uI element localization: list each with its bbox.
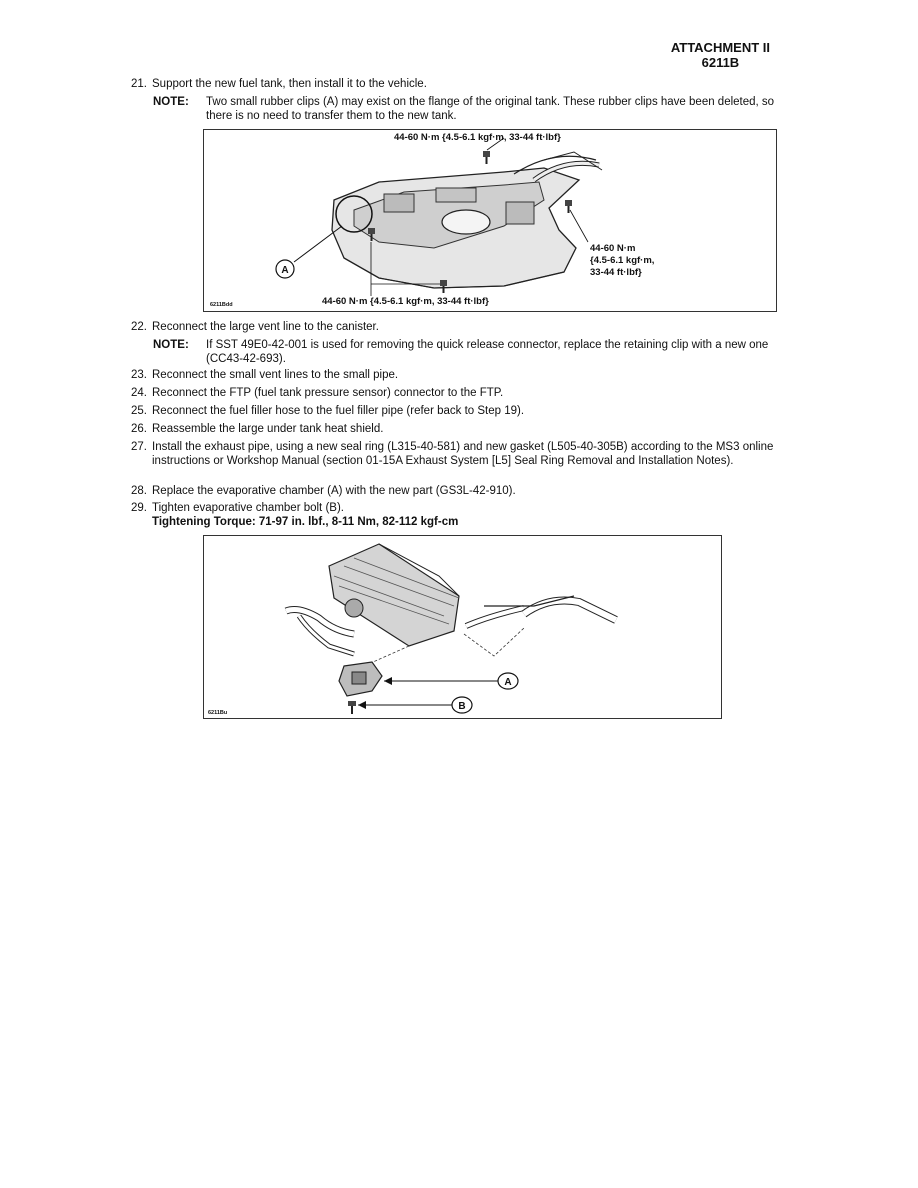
- tank-recess: [506, 202, 534, 224]
- step-text: Reconnect the large vent line to the canister.: [152, 321, 379, 333]
- torque-label-right-2: {4.5-6.1 kgf·m,: [590, 255, 655, 266]
- step-text: Reassemble the large under tank heat shield.: [152, 423, 384, 435]
- callout-a-label: A: [504, 677, 512, 688]
- document-header: [671, 40, 770, 70]
- step-21: [131, 78, 791, 92]
- fuel-pump-opening: [442, 210, 490, 234]
- step-25: [131, 405, 791, 419]
- step-number: 27.: [131, 441, 147, 453]
- step-number: 25.: [131, 405, 147, 417]
- evaporative-chamber-diagram: [204, 536, 721, 718]
- step-26: [131, 423, 791, 437]
- tank-recess: [384, 194, 414, 212]
- step-number: 29.: [131, 502, 147, 514]
- torque-label-right-1: 44-60 N·m: [590, 243, 636, 254]
- step-text: Tighten evaporative chamber bolt (B).: [152, 502, 344, 514]
- step-number: 21.: [131, 78, 147, 90]
- bolt-icon: [348, 701, 356, 714]
- canister-port: [345, 599, 363, 617]
- step-29: [131, 502, 791, 529]
- note-21: [153, 96, 793, 123]
- chamber-connector: [352, 672, 366, 684]
- document-number: 6211B: [701, 55, 740, 70]
- torque-label-right-3: 33-44 ft·lbf}: [590, 267, 642, 278]
- step-number: 26.: [131, 423, 147, 435]
- step-text: Replace the evaporative chamber (A) with the new part (GS3L-42-910).: [152, 485, 516, 497]
- note-text: Two small rubber clips (A) may exist on the flange of the original tank. These rubber clips have been deleted, so there is no need to transfer them to the new tank.: [206, 96, 775, 122]
- tightening-torque: Tightening Torque: 71-97 in. lbf., 8-11 Nm, 82-112 kgf-cm: [152, 515, 459, 528]
- callout-a-label: A: [281, 265, 289, 276]
- step-number: 24.: [131, 387, 147, 399]
- vent-hose-inner: [286, 610, 354, 634]
- figure-id: 6211Bdd: [210, 302, 233, 308]
- tank-recess: [436, 188, 476, 202]
- step-number: 28.: [131, 485, 147, 497]
- fuel-tank-diagram: [204, 130, 776, 311]
- filler-hose-inner: [466, 608, 524, 626]
- torque-label-top: 44-60 N·m {4.5-6.1 kgf·m, 33-44 ft·lbf}: [394, 132, 561, 143]
- step-22: [131, 321, 791, 335]
- arrow-head: [384, 677, 392, 685]
- evaporative-chamber-figure: [203, 535, 722, 719]
- step-28: [131, 485, 791, 499]
- step-text: Reconnect the FTP (fuel tank pressure sensor) connector to the FTP.: [152, 387, 504, 399]
- step-text: Reconnect the small vent lines to the small pipe.: [152, 369, 399, 381]
- figure-id: 6211Bu: [208, 710, 228, 716]
- step-24: [131, 387, 791, 401]
- step-23: [131, 369, 791, 383]
- arrow-head: [358, 701, 366, 709]
- note-22: [153, 339, 793, 366]
- note-label: NOTE:: [153, 339, 189, 351]
- torque-label-bottom: 44-60 N·m {4.5-6.1 kgf·m, 33-44 ft·lbf}: [322, 296, 489, 307]
- leader-line: [570, 210, 588, 242]
- leader-line: [294, 226, 342, 262]
- attachment-title: ATTACHMENT II: [670, 40, 770, 55]
- step-number: 23.: [131, 369, 147, 381]
- note-text: If SST 49E0-42-001 is used for removing the quick release connector, replace the retaining clip with a new one (CC43-42-693).: [206, 339, 769, 365]
- bolt-icon: [483, 151, 490, 164]
- note-label: NOTE:: [153, 96, 189, 108]
- step-text: Install the exhaust pipe, using a new seal ring (L315-40-581) and new gasket (L505-40-305B) according to the MS3 online instructions or Workshop Manual (section 01-15A Exhaust System [L5] Seal Ring Removal and Installation Notes).: [152, 441, 774, 467]
- step-text: Support the new fuel tank, then install it to the vehicle.: [152, 78, 427, 90]
- step-number: 22.: [131, 321, 147, 333]
- callout-b-label: B: [458, 701, 466, 712]
- fuel-tank-figure: [203, 129, 777, 312]
- step-27: [131, 441, 791, 468]
- step-text: Reconnect the fuel filler hose to the fuel filler pipe (refer back to Step 19).: [152, 405, 525, 417]
